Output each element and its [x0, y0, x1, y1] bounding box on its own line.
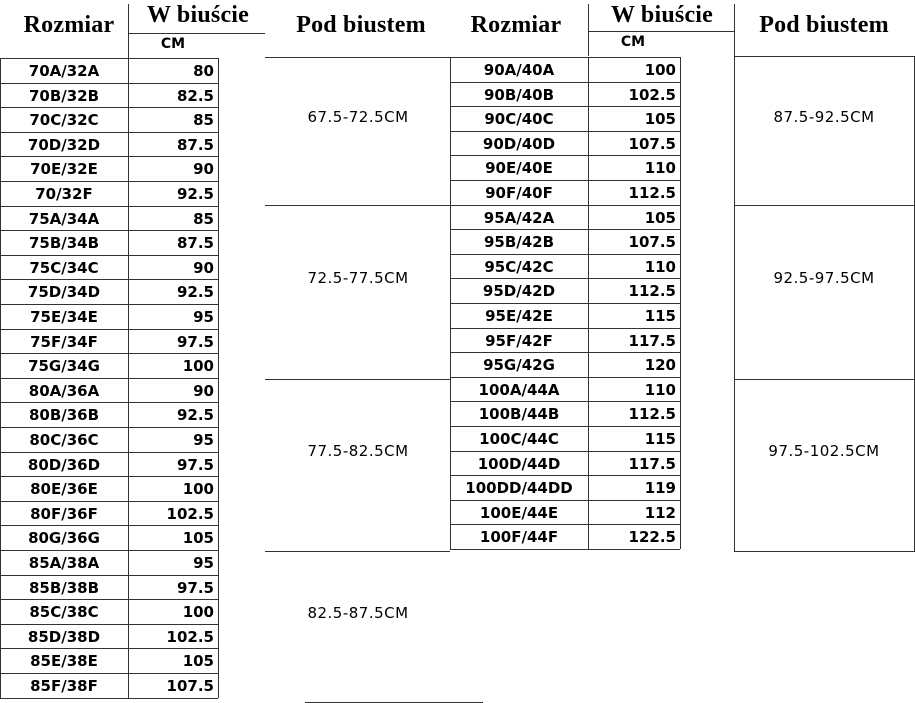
size-cell: 100DD/44DD	[465, 479, 573, 498]
size-cell: 85F/38F	[30, 677, 98, 695]
size-cell: 85E/38E	[30, 652, 98, 671]
size-cell: 75B/34B	[28, 234, 100, 253]
underbust-group: 67.5-72.5CM	[307, 108, 409, 126]
size-cell: 75F/34F	[30, 332, 98, 351]
size-cell: 75C/34C	[29, 258, 99, 277]
size-cell: 70A/32A	[28, 62, 100, 80]
bust-cell: 105	[644, 110, 676, 129]
bust-cell: 102.5	[166, 627, 214, 646]
header-divider	[734, 4, 735, 56]
bust-cell: 90	[193, 160, 214, 179]
size-cell: 70D/32D	[27, 135, 101, 154]
bust-cell: 97.5	[176, 332, 214, 351]
bust-cell: 112	[644, 503, 676, 522]
column-border	[0, 58, 1, 698]
size-cell: 70/32F	[35, 185, 93, 203]
bust-cell: 122.5	[628, 528, 676, 547]
size-cell: 75G/34G	[28, 357, 100, 376]
bust-cell: 112.5	[628, 405, 676, 424]
bust-cell: 97.5	[176, 578, 214, 597]
bust-cell: 110	[644, 257, 676, 276]
header-divider	[588, 31, 734, 32]
bust-cell: 105	[182, 529, 214, 548]
bust-cell: 95	[193, 554, 214, 572]
bust-cell: 80	[193, 62, 214, 80]
header-underbust-right: Pod biustem	[759, 12, 889, 38]
header-divider	[128, 4, 129, 58]
size-cell: 95D/42D	[482, 282, 556, 301]
size-cell: 80G/36G	[28, 529, 100, 548]
size-cell: 85B/38B	[28, 578, 100, 597]
size-cell: 90E/40E	[485, 159, 553, 178]
bust-cell: 105	[182, 652, 214, 671]
size-cell: 100E/44E	[479, 503, 559, 522]
bust-cell: 100	[182, 603, 214, 622]
bust-cell: 119	[644, 479, 676, 498]
bust-cell: 97.5	[176, 455, 214, 474]
bust-cell: 100	[182, 357, 214, 376]
bust-cell: 110	[644, 159, 676, 178]
column-border	[588, 57, 589, 549]
size-cell: 85D/38D	[27, 627, 101, 646]
bust-cell: 117.5	[628, 331, 676, 350]
underbust-group: 97.5-102.5CM	[768, 442, 880, 460]
size-cell: 90A/40A	[483, 61, 555, 79]
bust-cell: 107.5	[166, 677, 214, 695]
header-size-right: Rozmiar	[470, 12, 562, 38]
size-cell: 95C/42C	[484, 257, 554, 276]
size-cell: 95B/42B	[483, 233, 555, 252]
column-border	[450, 57, 451, 549]
size-cell: 70B/32B	[28, 86, 100, 105]
header-unit-left: CM	[160, 36, 186, 52]
bust-cell: 95	[193, 308, 214, 326]
size-cell: 90C/40C	[484, 110, 554, 129]
underbust-group: 82.5-87.5CM	[307, 604, 409, 622]
group-divider	[265, 205, 450, 206]
underbust-group: 77.5-82.5CM	[307, 442, 409, 460]
size-cell: 75D/34D	[27, 283, 101, 302]
header-size-left: Rozmiar	[23, 12, 115, 38]
size-cell: 95A/42A	[483, 208, 555, 227]
size-cell: 80D/36D	[27, 455, 101, 474]
header-divider	[128, 33, 265, 34]
size-cell: 90F/40F	[485, 184, 553, 202]
header-bust-right: W biuście	[610, 2, 714, 28]
size-cell: 95G/42G	[483, 356, 555, 375]
bust-cell: 115	[644, 307, 676, 325]
bust-cell: 95	[193, 431, 214, 449]
group-divider	[734, 56, 915, 57]
bust-cell: 85	[193, 111, 214, 130]
header-underbust-left: Pod biustem	[296, 12, 426, 38]
row-divider	[450, 549, 680, 550]
bust-cell: 100	[182, 480, 214, 499]
bust-cell: 115	[644, 430, 676, 448]
bust-cell: 112.5	[628, 184, 676, 202]
bust-cell: 102.5	[628, 85, 676, 104]
size-cell: 100B/44B	[478, 405, 560, 424]
column-border	[734, 56, 735, 552]
size-cell: 100F/44F	[479, 528, 559, 547]
size-cell: 95F/42F	[485, 331, 553, 350]
bust-cell: 82.5	[176, 86, 214, 105]
size-cell: 80B/36B	[28, 406, 100, 425]
underbust-group: 72.5-77.5CM	[307, 269, 409, 287]
header-divider	[588, 4, 589, 56]
size-cell: 90B/40B	[483, 85, 555, 104]
size-cell: 100D/44D	[477, 454, 561, 473]
column-border	[218, 58, 219, 698]
bust-cell: 117.5	[628, 454, 676, 473]
bust-cell: 110	[644, 380, 676, 399]
bust-cell: 102.5	[166, 504, 214, 523]
size-cell: 80F/36F	[30, 504, 98, 523]
header-unit-right: CM	[620, 34, 646, 50]
bust-cell: 120	[644, 356, 676, 375]
row-divider	[0, 698, 218, 699]
group-divider	[265, 551, 450, 552]
group-divider	[734, 379, 915, 380]
column-border	[128, 58, 129, 698]
underbust-group: 92.5-97.5CM	[773, 269, 875, 287]
size-cell: 85A/38A	[28, 554, 100, 572]
bust-cell: 87.5	[176, 135, 214, 154]
size-cell: 75E/34E	[30, 308, 98, 326]
group-divider	[265, 57, 450, 58]
size-cell: 80A/36A	[28, 381, 100, 400]
bust-cell: 100	[644, 61, 676, 79]
row-divider	[450, 57, 680, 58]
bust-cell: 107.5	[628, 134, 676, 153]
bust-cell: 92.5	[176, 185, 214, 203]
size-cell: 80E/36E	[30, 480, 98, 499]
group-divider	[265, 379, 450, 380]
column-border	[680, 57, 681, 549]
size-cell: 90D/40D	[482, 134, 556, 153]
bust-cell: 90	[193, 258, 214, 277]
size-cell: 75A/34A	[28, 209, 100, 228]
bust-cell: 107.5	[628, 233, 676, 252]
size-cell: 95E/42E	[485, 307, 553, 325]
size-cell: 70C/32C	[29, 111, 99, 130]
bust-cell: 87.5	[176, 234, 214, 253]
size-cell: 100A/44A	[478, 380, 560, 399]
group-divider	[734, 551, 915, 552]
size-cell: 80C/36C	[29, 431, 99, 449]
bust-cell: 112.5	[628, 282, 676, 301]
group-divider	[734, 205, 915, 206]
size-cell: 70E/32E	[30, 160, 98, 179]
bust-cell: 85	[193, 209, 214, 228]
header-bust-left: W biuście	[146, 2, 250, 28]
bust-cell: 92.5	[176, 406, 214, 425]
size-cell: 85C/38C	[29, 603, 99, 622]
row-divider	[0, 58, 218, 59]
underbust-group: 87.5-92.5CM	[773, 108, 875, 126]
size-cell: 100C/44C	[479, 430, 559, 448]
bust-cell: 105	[644, 208, 676, 227]
bust-cell: 92.5	[176, 283, 214, 302]
bust-cell: 90	[193, 381, 214, 400]
